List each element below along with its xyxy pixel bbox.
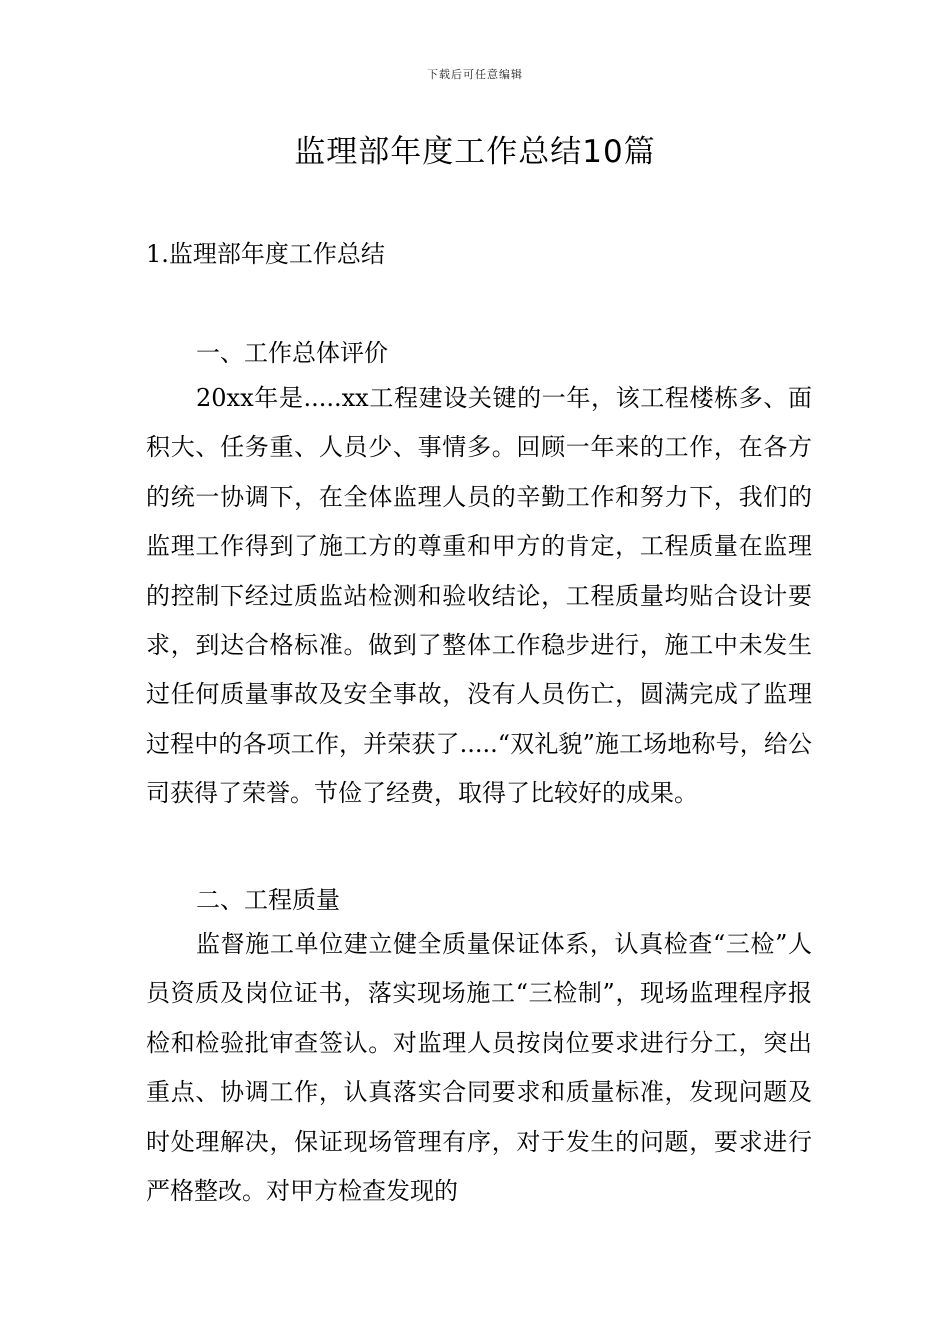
- section-heading-2: 二、工程质量: [196, 886, 340, 914]
- header-note: 下载后可任意编辑: [427, 68, 523, 81]
- section-heading-1: 一、工作总体评价: [196, 339, 388, 367]
- document-title: 监理部年度工作总结10篇: [294, 134, 656, 170]
- section-paragraph-2: 监督施工单位建立健全质量保证体系，认真检查“三检”人员资质及岗位证书，落实现场施工“三检制”，现场监理程序报检和检验批审查签认。对监理人员按岗位要求进行分工，突出重点、协调工作，认真落实合同要求和质量标准，发现问题及时处理解决，保证现场管理有序，对于发生的问题，要求进行严格整改。对甲方检查发现的: [146, 930, 812, 1206]
- section-paragraph-1: 20xx年是.....xx工程建设关键的一年，该工程楼栋多、面积大、任务重、人员少、事情多。回顾一年来的工作，在各方的统一协调下，在全体监理人员的辛勤工作和努力下，我们的监理工作得到了施工方的尊重和甲方的肯定，工程质量在监理的控制下经过质监站检测和验收结论，工程质量均贴合设计要求，到达合格标准。做到了整体工作稳步进行，施工中未发生过任何质量事故及安全事故，没有人员伤亡，圆满完成了监理过程中的各项工作，并荣获了.....“双礼貌”施工场地称号，给公司获得了荣誉。节俭了经费，取得了比较好的成果。: [146, 384, 812, 808]
- article-title: 1.监理部年度工作总结: [146, 240, 385, 268]
